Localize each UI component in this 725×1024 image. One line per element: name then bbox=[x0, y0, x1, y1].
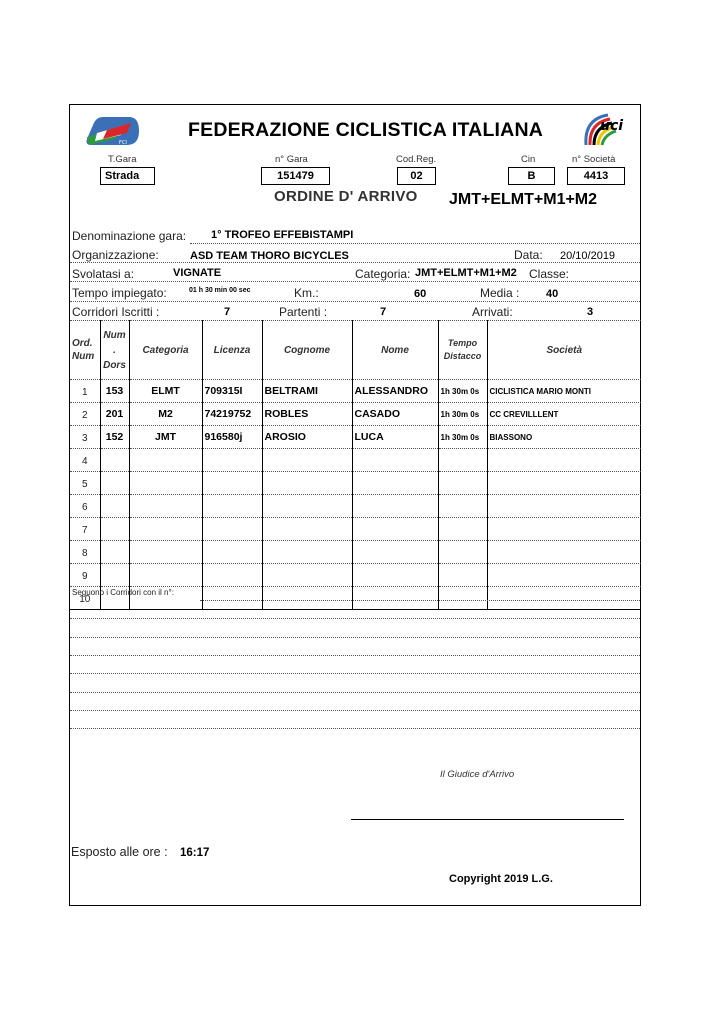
row-dors: 153 bbox=[100, 380, 129, 403]
divider bbox=[70, 637, 640, 638]
row-cognome: BELTRAMI bbox=[262, 380, 352, 403]
categoria-label: Categoria: bbox=[355, 267, 411, 281]
table-row bbox=[70, 472, 641, 495]
categoria-value: JMT+ELMT+M1+M2 bbox=[415, 267, 517, 279]
partenti-label: Partenti : bbox=[279, 305, 328, 319]
row-nome: CASADO bbox=[352, 403, 438, 426]
table-row bbox=[70, 426, 641, 449]
row-ord: 7 bbox=[70, 518, 100, 541]
row-nome bbox=[352, 518, 438, 541]
header-num-dors: Num . Dors bbox=[100, 321, 129, 380]
row-categoria: ELMT bbox=[129, 380, 202, 403]
tempo-value: 01 h 30 min 00 sec bbox=[189, 287, 251, 294]
svg-text:uci: uci bbox=[600, 118, 624, 134]
tempo-label: Tempo impiegato: bbox=[72, 286, 167, 300]
km-label: Km.: bbox=[294, 286, 319, 300]
row-societa bbox=[487, 449, 641, 472]
row-categoria bbox=[129, 564, 202, 587]
table-row bbox=[70, 495, 641, 518]
row-ord: 9 bbox=[70, 564, 100, 587]
row-licenza: 916580j bbox=[202, 426, 262, 449]
organizzazione-value: ASD TEAM THORO BICYCLES bbox=[190, 250, 349, 262]
row-cognome bbox=[262, 472, 352, 495]
row-tempo: 1h 30m 0s bbox=[438, 403, 487, 426]
row-dors: 201 bbox=[100, 403, 129, 426]
table-row bbox=[70, 403, 641, 426]
esposto-label: Esposto alle ore : bbox=[71, 845, 168, 859]
ngara-label: n° Gara bbox=[275, 154, 308, 165]
classe-label: Classe: bbox=[529, 267, 570, 281]
divider bbox=[70, 673, 640, 674]
row-nome bbox=[352, 449, 438, 472]
row-tempo bbox=[438, 587, 487, 610]
row-societa: CICLISTICA MARIO MONTI bbox=[487, 380, 641, 403]
row-ord: 8 bbox=[70, 541, 100, 564]
row-licenza: 74219752 bbox=[202, 403, 262, 426]
row-tempo bbox=[438, 564, 487, 587]
divider bbox=[70, 710, 640, 711]
row-licenza bbox=[202, 472, 262, 495]
header-nome: Nome bbox=[352, 321, 438, 380]
divider bbox=[70, 301, 640, 302]
divider bbox=[70, 728, 640, 729]
iscritti-label: Corridori Iscritti : bbox=[72, 305, 160, 319]
svolatasi-value: VIGNATE bbox=[173, 267, 222, 279]
header-societa: Società bbox=[487, 321, 641, 380]
row-nome bbox=[352, 541, 438, 564]
row-ord: 6 bbox=[70, 495, 100, 518]
uci-logo bbox=[582, 111, 634, 149]
row-nome bbox=[352, 564, 438, 587]
row-ord: 4 bbox=[70, 449, 100, 472]
nsocieta-label: n° Società bbox=[572, 154, 616, 165]
table-row bbox=[70, 518, 641, 541]
codreg-label: Cod.Reg. bbox=[396, 154, 437, 165]
signature-line bbox=[351, 819, 624, 820]
fci-logo bbox=[81, 113, 141, 149]
cin-value: B bbox=[508, 167, 555, 185]
row-tempo bbox=[438, 495, 487, 518]
ngara-value: 151479 bbox=[261, 167, 330, 185]
row-ord: 3 bbox=[70, 426, 100, 449]
row-cognome: ROBLES bbox=[262, 403, 352, 426]
partenti-value: 7 bbox=[380, 306, 387, 318]
row-societa bbox=[487, 472, 641, 495]
seguono-label: Seguono i Corridori con il n°: bbox=[72, 588, 174, 597]
row-categoria bbox=[129, 518, 202, 541]
cin-label: Cin bbox=[521, 154, 536, 165]
divider bbox=[70, 692, 640, 693]
row-dors: 152 bbox=[100, 426, 129, 449]
row-nome bbox=[352, 472, 438, 495]
row-ord: 5 bbox=[70, 472, 100, 495]
row-ord: 10 bbox=[70, 587, 100, 610]
row-licenza bbox=[202, 495, 262, 518]
row-licenza: 709315I bbox=[202, 380, 262, 403]
divider bbox=[190, 243, 640, 244]
row-nome bbox=[352, 495, 438, 518]
row-dors bbox=[100, 495, 129, 518]
denominazione-label: Denominazione gara: bbox=[72, 229, 187, 243]
divider bbox=[70, 281, 640, 282]
row-tempo bbox=[438, 472, 487, 495]
table-row bbox=[70, 564, 641, 587]
row-cognome bbox=[262, 564, 352, 587]
data-label: Data: bbox=[514, 248, 543, 262]
header-ord-num: Ord. Num bbox=[70, 321, 100, 380]
row-dors bbox=[100, 472, 129, 495]
categories-heading: JMT+ELMT+M1+M2 bbox=[449, 191, 598, 208]
row-societa bbox=[487, 564, 641, 587]
header-cognome: Cognome bbox=[262, 321, 352, 380]
row-licenza bbox=[202, 518, 262, 541]
divider bbox=[70, 618, 640, 619]
row-nome: LUCA bbox=[352, 426, 438, 449]
row-societa: BIASSONO bbox=[487, 426, 641, 449]
ordine-title: ORDINE D' ARRIVO bbox=[274, 188, 418, 205]
row-societa bbox=[487, 495, 641, 518]
table-row bbox=[70, 449, 641, 472]
giudice-label: Il Giudice d'Arrivo bbox=[440, 769, 515, 780]
table-row bbox=[70, 541, 641, 564]
denominazione-value: 1° TROFEO EFFEBISTAMPI bbox=[211, 229, 354, 241]
iscritti-value: 7 bbox=[224, 306, 231, 318]
arrivati-value: 3 bbox=[587, 306, 594, 318]
esposto-value: 16:17 bbox=[180, 847, 210, 859]
row-licenza bbox=[202, 541, 262, 564]
row-dors bbox=[100, 564, 129, 587]
row-societa: CC CREVILLLENT bbox=[487, 403, 641, 426]
row-societa bbox=[487, 518, 641, 541]
row-tempo bbox=[438, 541, 487, 564]
table-row bbox=[70, 380, 641, 403]
row-cognome bbox=[262, 495, 352, 518]
row-tempo: 1h 30m 0s bbox=[438, 380, 487, 403]
tgara-value: Strada bbox=[100, 167, 155, 185]
copyright: Copyright 2019 L.G. bbox=[449, 873, 553, 885]
row-categoria bbox=[129, 472, 202, 495]
header-tempo: Tempo Distacco bbox=[438, 321, 487, 380]
row-categoria: M2 bbox=[129, 403, 202, 426]
svolatasi-label: Svolatasi a: bbox=[72, 267, 135, 281]
tgara-label: T.Gara bbox=[108, 154, 137, 165]
row-licenza bbox=[202, 449, 262, 472]
arrivati-label: Arrivati: bbox=[472, 305, 513, 319]
divider bbox=[200, 600, 640, 601]
results-table bbox=[70, 320, 641, 610]
row-tempo bbox=[438, 518, 487, 541]
table-header-row bbox=[70, 321, 641, 380]
row-dors bbox=[100, 541, 129, 564]
row-categoria bbox=[129, 449, 202, 472]
divider bbox=[70, 262, 640, 263]
media-value: 40 bbox=[546, 288, 559, 300]
row-categoria bbox=[129, 495, 202, 518]
header-licenza: Licenza bbox=[202, 321, 262, 380]
row-cognome bbox=[262, 518, 352, 541]
km-value: 60 bbox=[414, 288, 427, 300]
row-licenza bbox=[202, 564, 262, 587]
row-nome: ALESSANDRO bbox=[352, 380, 438, 403]
row-societa bbox=[487, 541, 641, 564]
row-nome bbox=[352, 587, 438, 610]
page-title: FEDERAZIONE CICLISTICA ITALIANA bbox=[188, 119, 544, 141]
row-dors bbox=[100, 518, 129, 541]
race-result-sheet bbox=[69, 104, 641, 906]
data-value: 20/10/2019 bbox=[560, 250, 616, 262]
nsocieta-value: 4413 bbox=[567, 167, 625, 185]
row-dors bbox=[100, 449, 129, 472]
row-ord: 2 bbox=[70, 403, 100, 426]
row-cognome: AROSIO bbox=[262, 426, 352, 449]
codreg-value: 02 bbox=[397, 167, 436, 185]
row-licenza bbox=[202, 587, 262, 610]
row-categoria bbox=[129, 541, 202, 564]
row-societa bbox=[487, 587, 641, 610]
media-label: Media : bbox=[480, 286, 520, 300]
row-cognome bbox=[262, 587, 352, 610]
row-cognome bbox=[262, 449, 352, 472]
row-tempo bbox=[438, 449, 487, 472]
row-tempo: 1h 30m 0s bbox=[438, 426, 487, 449]
divider bbox=[70, 655, 640, 656]
row-categoria: JMT bbox=[129, 426, 202, 449]
row-ord: 1 bbox=[70, 380, 100, 403]
header-categoria: Categoria bbox=[129, 321, 202, 380]
organizzazione-label: Organizzazione: bbox=[72, 248, 159, 262]
row-cognome bbox=[262, 541, 352, 564]
svg-text:FCI: FCI bbox=[119, 140, 127, 146]
